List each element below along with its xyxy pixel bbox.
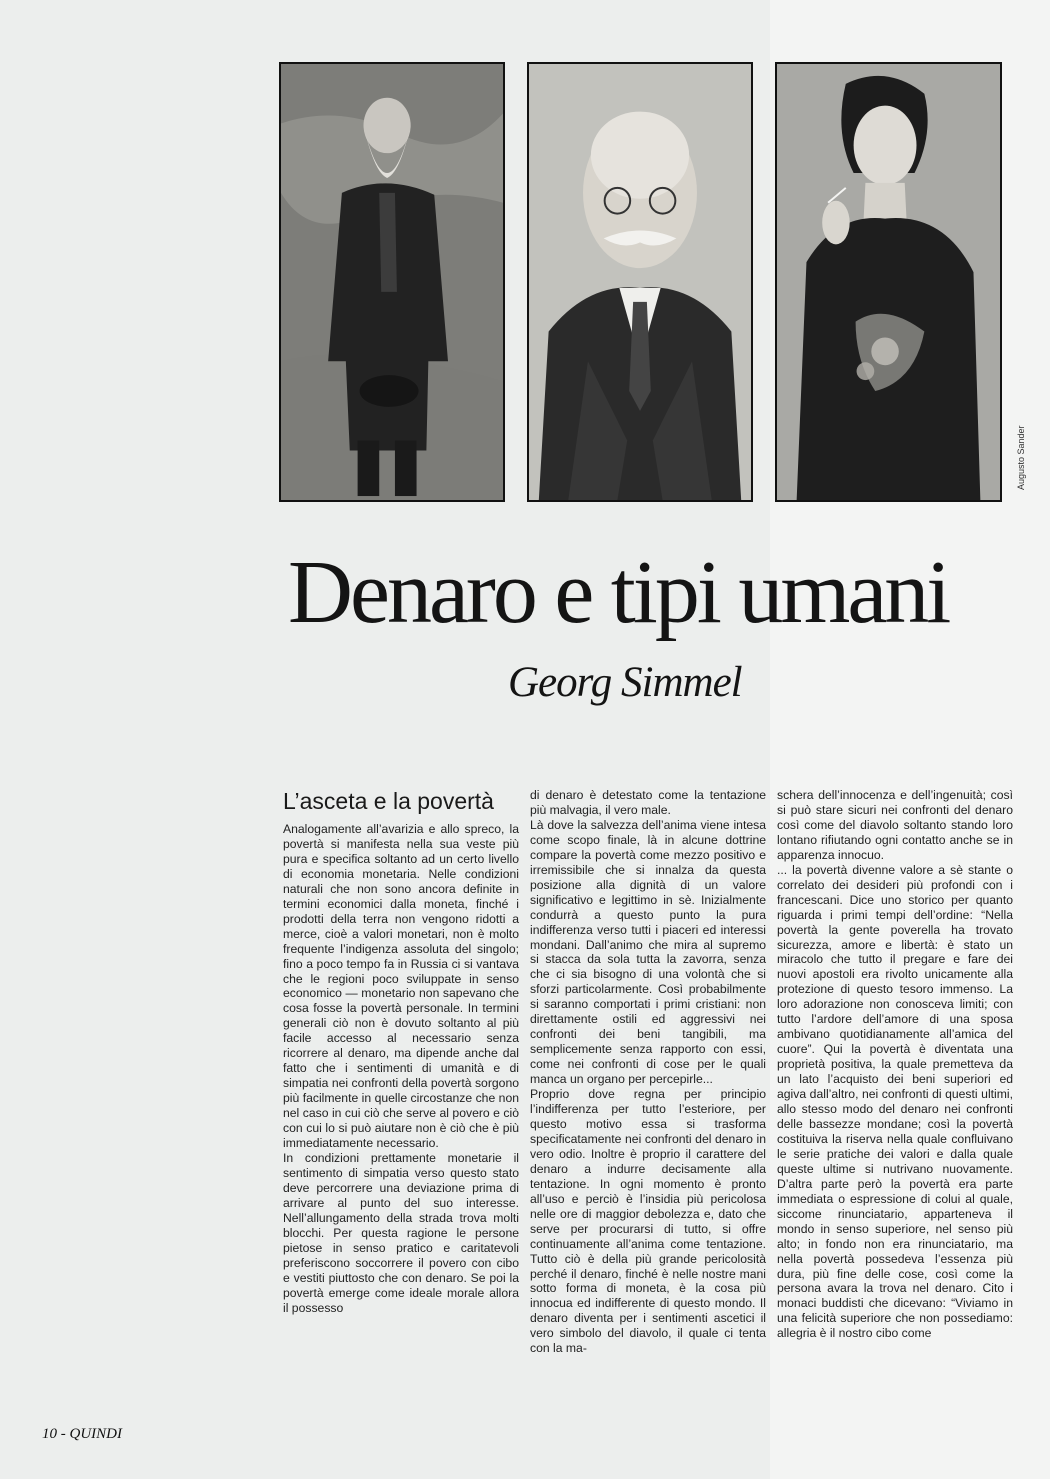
section-heading: L’asceta e la povertà <box>283 788 494 814</box>
woman-smoking-photo <box>775 62 1002 502</box>
paragraph: schera dell’innocenza e dell’ingenuità; così si può stare sicuri nei confronti del denaro così come del diavolo soltanto stando loro lontano rifiutando ogni contatto anche se in apparenza innocuo. <box>777 788 1013 862</box>
article-author: Georg Simmel <box>508 659 742 706</box>
paragraph: Là dove la salvezza dell’anima viene intesa come scopo finale, là in alcune dottrine compare la povertà come mezzo positivo e irremissibile che si innalza da questa posizione alla dignità di un valore significativo e legittimo in sè. Inizialmente condurrà a questo punto la pura indifferenza verso tutti i piaceri ed interessi mondani. Dall’animo che mira al supremo si stacca da sola tutta la zavorra, senza che ci sia bisogno di una volontà che si sforzi particolarmente. Così probabilmente si saranno comportati i primi cristiani: non direttamente ostili ed aggressivi nei confronti dei beni tangibili, ma semplicemente senza rapporto con essi, come nei confronti di cose per le quali manca un organo per percepirle... <box>530 817 766 1087</box>
paragraph: Proprio dove regna per principio l’indifferenza per tutto l’esteriore, per questo motivo essa si trasforma specificatamente nei confronti del denaro in vero odio. Inoltre è proprio il carattere del denaro a indurre decisamente alla tentazione. In ogni momento è pronto all’uso e perciò è l’insidia più pericolosa nelle ore di maggior debolezza e, dato che serve per procurarsi di tutto, si offre continuamente all’anima come tentazione. Tutto ciò è della più grande pericolosità perché il denaro, finché è nelle nostre mani sotto forma di moneta, è la cosa più innocua ed indifferente di questo mondo. Il denaro diventa per i sentimenti ascetici il vero simbolo del diavolo, il quale ci tenta con la ma- <box>530 1087 766 1356</box>
text-column-3 <box>777 788 1013 1341</box>
paragraph: Analogamente all’avarizia e allo spreco, la povertà si manifesta nella sua veste più pura e specifica soltanto ad un certo livello di economia monetaria. Nelle condizioni naturali che non sono ancora definite in termini economici dalla moneta, finché i prodotti della terra non vengono ridotti a merce, cioè a valori monetari, non è molto frequente l’indigenza assoluta del singolo; fino a poco tempo fa in Russia ci si vantava che le regioni poco sviluppate in senso economico — monetario non sapevano che cosa fosse la povertà personale. In termini generali ciò non è dovuto soltanto al più facile accesso al necessario senza ricorrere al denaro, ma dipende anche dal fatto che i sentimenti di umanità e di simpatia nei confronti della povertà sorgono più facilmente in quelle circostanze che non nel caso in cui ciò che serve al povero e ciò con cui lo si può aiutare non è ciò che è più immediatamente necessario. <box>283 822 519 1151</box>
photo-credit: Augusto Sander <box>1016 425 1026 490</box>
article-title: Denaro e tipi umani <box>288 543 949 642</box>
paragraph: ... la povertà divenne valore a sè stante o correlato dei desideri più profondi con i francescani. Dice uno storico per quanto riguarda i primi tempi dell’ordine: “Nella povertà la gente poverella ha trovato sicurezza, amore e libertà: è stato un miracolo che tutto il pregare e fare dei nuovi apostoli era rivolto unicamente alla protezione di questo tesoro immenso. La loro adorazione non conosceva limiti; con tutto l’ardore dell’amore di una sposa ambivano quotidianamente all’amica del cuore”. Qui la povertà è diventata una proprietà positiva, la quale premetteva da un lato l’acquisto dei beni superiori ed agiva dall’altro, nei confronti di questi ultimi, allo stesso modo del denaro nei confronti delle bassezze mondane; così la povertà costituiva la riserva nella quale confluivano le serie pratiche dei valori e dalla quale queste ultime si nutrivano nuovamente. D’altra parte però la povertà era parte immediata o espressione di colui al quale, siccome rinunciatario, apparteneva il mondo in senso superiore, nel senso più alto; in fondo non era rinunciatario, ma nella povertà possedeva l’essenza più dura, più fine delle cose, così come la persona avara la trova nel denaro. Cito i monaci buddisti che dicevano: “Viviamo in una felicità superiore che non possediamo: allegria è il nostro cibo come <box>777 862 1013 1341</box>
bald-man-photo <box>527 62 753 502</box>
text-column-1 <box>283 788 519 1315</box>
page-folio: 10 - QUINDI <box>42 1426 122 1442</box>
paragraph: di denaro è detestato come la tentazione più malvagia, il vero male. <box>530 788 766 817</box>
bearded-man-photo <box>279 62 505 502</box>
text-column-2 <box>530 788 766 1356</box>
paragraph: In condizioni prettamente monetarie il sentimento di simpatia verso questo stato deve percorrere una deviazione prima di arrivare al punto del suo interesse. Nell’allungamento della strada trova molti blocchi. Per questa ragione le persone pietose in senso pratico e caritatevoli preferiscono soccorrere il povero con cibo e vestiti piuttosto che con denaro. Se poi la povertà emerge come ideale morale allora il possesso <box>283 1150 519 1315</box>
